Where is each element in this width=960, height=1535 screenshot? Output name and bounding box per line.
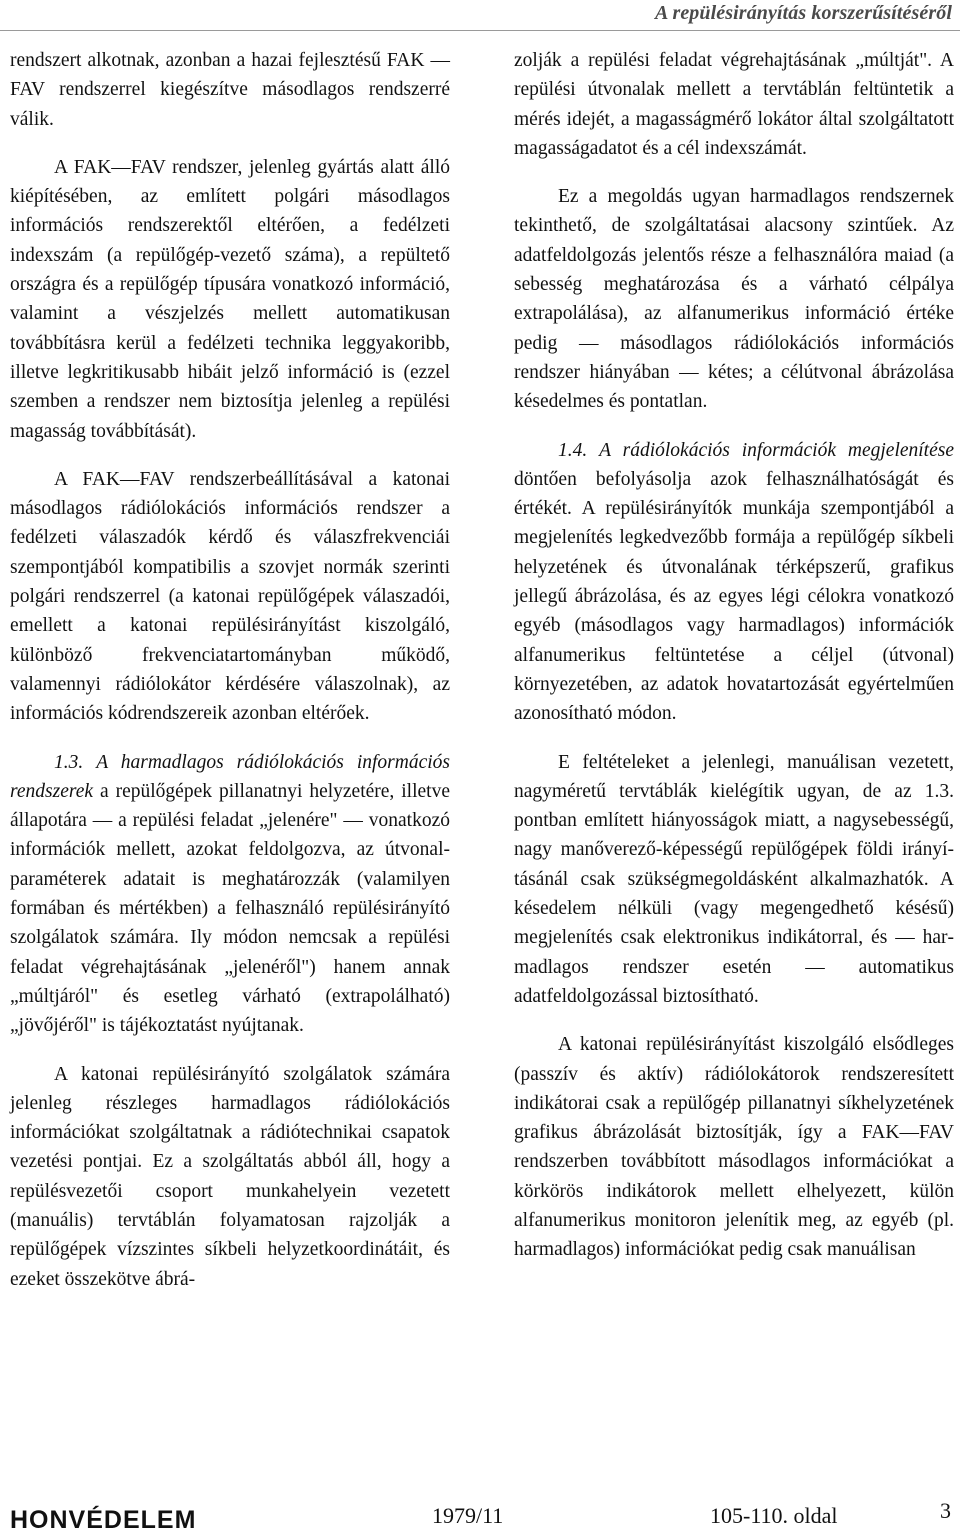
section-title: A rádiólokációs információk megjelenítése <box>599 439 955 461</box>
paragraph-body: döntően befolyásolja azok felhasználhatóságát és értékét. A repülésirányítók munkája szempontjából a megjelenítés legkedvezőbb formája a repülőgép síkbeli helyzetének és útvonalának térképszerű, grafikus jellegű ábrázolása, és az egyes légi célokra vonatkozó egyéb (másodlagos vagy harmadlagos) információk alfanumerikus feltüntetése a céljel (útvonal) környezetében, az adatok hovatartozását egyértelműen azonosítható módon. <box>514 468 954 725</box>
paragraph: A katonai repülésirányítást kiszolgáló elsődleges (passzív és aktív) rádiólokátorok rendszeresített indikátorai csak a repülőgép pillanatnyi síkhelyzetének grafikus ábrázolását biztosítják, így a FAK—FAV rendszerben továbbított másodlagos információkat a körkörös indikátorok mellett elhelyezett, külön alfanumerikus monitoron jelenítik meg, az egyéb (pl. harmadlagos) információkat pedig csak manuálisan <box>514 1034 954 1261</box>
paragraph-section-1-4 <box>514 436 954 729</box>
running-title: A repülésirányítás korszerűsítéséről <box>655 2 952 24</box>
section-title: A harmadlagos rádiólokációs információs rendszerek <box>10 751 450 802</box>
header-divider <box>0 30 960 31</box>
paragraph: A FAK—FAV rendszerbeállításával a katonai másodlagos rádiólokációs információs rendszer a fedélzeti válaszadók kérdő és válaszfrekvenciái szempontjából kompatibilis a szovjet normák szerinti polgári rendszerrel (a katonai repülőgépek válaszadói, emellett a katonai repülésirányítást kiszolgáló, különböző frekvenciatartományban működő, valamennyi rádiólokátor kérdésére válaszolnak), az információs kódrendszereik azonban eltérőek. <box>10 468 450 725</box>
paragraph: A FAK—FAV rendszer, jelenleg gyártás alatt álló kiépítésében, az említett polgári másodlagos információs rendszerektől eltérően, a fedélzeti indexszám (a repülőgép-vezető száma), a repültető országra és a repülőgép típusára vonatkozó információ, valamint a vészjelzés mellett automatikusan továbbításra kerül a fedélzeti technika leggyakoribb, illetve legkritikusabb hibáit jelző információ is (ezzel szemben a rendszer nem biztosítja jelenleg a repülési magasság továbbítását). <box>10 156 450 442</box>
paragraph-section-1-3 <box>10 748 450 1041</box>
page-number: 3 <box>940 1498 951 1523</box>
issue-number: 1979/11 <box>432 1503 504 1528</box>
magazine-name: HONVÉDELEM <box>10 1506 197 1534</box>
paragraph: Ez a megoldás ugyan harmadlagos rendszernek tekinthető, de szolgáltatásai alacsony szintűek. Az adatfeldolgozás jelentős része a felhasználóra maiad (a sebesség meghatározása és a várható célpálya extrapolálása), az alfanumerikus információ értéke pedig — másodlagos rádiólokációs információs rendszer hiányában — kétes; a célútvonal ábrázolása késedelmes és pontatlan. <box>514 186 954 413</box>
paragraph: zolják a repülési feladat végrehajtásának „múltját". A repülési útvonalak mellett a tervtáblán feltüntetik a mérés idejét, a magasságmérő lokátor által szolgáltatott magasságadatot és a cél indexszámát. <box>514 50 954 159</box>
paragraph: rendszert alkotnak, azonban a hazai fejlesztésű FAK — FAV rendszerrel kiegészítve másodlagos rendszerré válik. <box>10 50 450 130</box>
paragraph: E feltételeket a jelenlegi, manuálisan vezetett, nagyméretű tervtáblák kielégítik ugyan, de az 1.3. pontban említett hiányosságok miatt, a nagysebességű, nagy manőverező-képességű repülőgépek földi irányításánál csak szükségmegoldásként alkalmazhatók. A késedelem nélküli (vagy megengedhető késésű) megjelenítés csak elektronikus indikátorral, és — harmadlagos rendszer esetén — automatikus adatfeldolgozással biztosítható. <box>514 751 954 1007</box>
section-number: 1.4. <box>558 439 588 461</box>
page-range: 105-110. oldal <box>710 1503 838 1528</box>
paragraph-body: a repülőgépek pillanatnyi helyzetére, illetve állapotára — a repülési feladat „jelenére" — vonatkozó információk mellett, azokat feldolgozva, az útvonal-paraméterek adatait is meghatározzák (valamilyen formában és mértékben) a felhasználó repülésirányító szolgálatok számára. Ily módon nemcsak a repülési feladat végrehajtásának „jelenéről") hanem annak „múltjáról" és esetleg várható (extrapolálható) „jövőjéről" is tájékoztatást nyújtanak. <box>10 780 450 1037</box>
right-column <box>514 46 954 1265</box>
paragraph: A katonai repülésirányító szolgálatok számára jelenleg részleges harmadlagos rádiólokációs információkat szolgáltatnak a rádiótechnikai csapatok vezetési pontjai. Ez a szolgáltatás abból áll, hogy a repülésvezetői csoport munkahelyein vezetett (manuális) tervtáblán folyamatosan rajzolják a repülőgépek vízszintes síkbeli helyzetkoordinátáit, és ezeket összekötve ábrá- <box>10 1063 450 1290</box>
section-number: 1.3. <box>54 751 84 773</box>
left-column <box>10 46 450 1294</box>
page-footer <box>0 1500 960 1534</box>
